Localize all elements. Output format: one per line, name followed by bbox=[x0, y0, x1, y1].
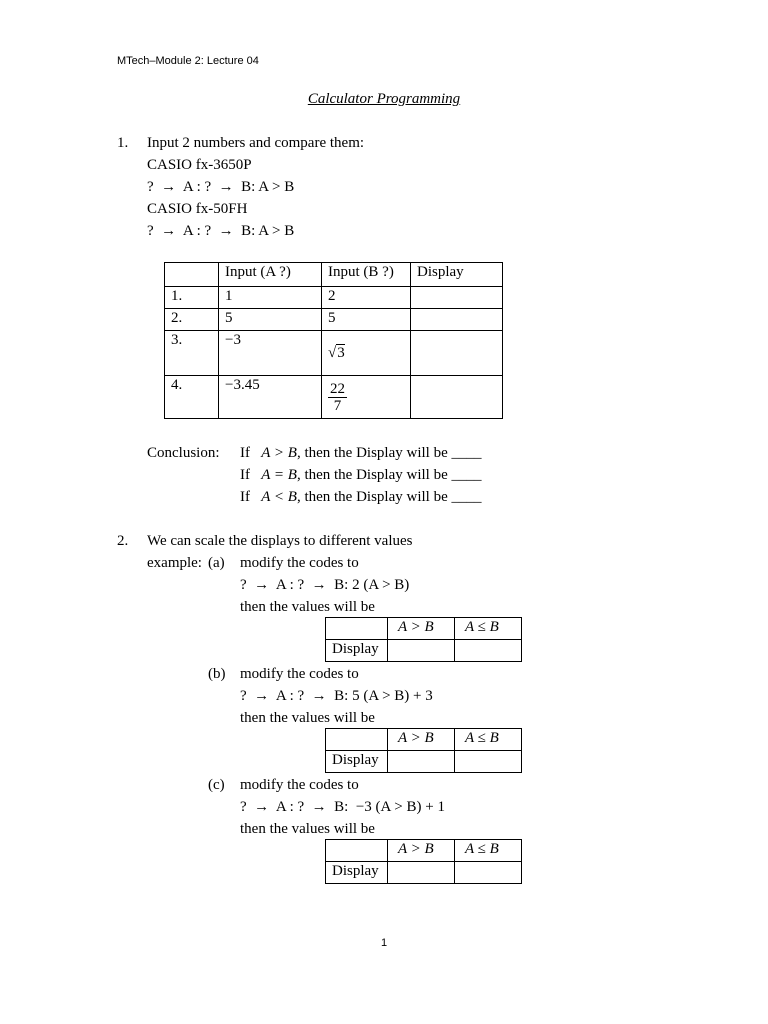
fraction-expression bbox=[328, 381, 347, 414]
conclusion-if: If bbox=[240, 445, 250, 461]
question-2-number: 2. bbox=[117, 533, 129, 549]
table-row bbox=[165, 309, 503, 331]
program-code-2: ? → A : ? → B: A > B bbox=[147, 223, 295, 239]
display-cell bbox=[411, 376, 503, 419]
fraction-denominator: 7 bbox=[333, 397, 342, 414]
table-header-cell: Display bbox=[411, 263, 503, 287]
input-a-cell: 1 bbox=[219, 287, 322, 309]
display-value-cell bbox=[388, 640, 455, 662]
part-label: (b) bbox=[208, 666, 226, 682]
square-root-expression: √3 bbox=[328, 345, 345, 361]
calculator-model-2: CASIO fx-50FH bbox=[147, 201, 248, 217]
conclusion-if: If bbox=[240, 489, 250, 505]
display-values-table bbox=[325, 839, 522, 884]
part-code: ? → A : ? → B: 5 (A > B) + 3 bbox=[240, 688, 433, 704]
conclusion-line bbox=[240, 488, 482, 506]
part-label: (a) bbox=[208, 555, 225, 571]
conclusion-condition: A > B bbox=[261, 445, 297, 461]
table-header-cell: Input (B ?) bbox=[322, 263, 411, 287]
display-values-table bbox=[325, 617, 522, 662]
part-modify-text: modify the codes to bbox=[240, 666, 359, 682]
input-comparison-table bbox=[164, 262, 503, 419]
radicand: 3 bbox=[337, 345, 345, 361]
table-row bbox=[165, 331, 503, 376]
header-a-greater-b: A > B bbox=[388, 840, 455, 862]
part-code: ? → A : ? → B: −3 (A > B) + 1 bbox=[240, 799, 445, 815]
display-value-cell bbox=[455, 862, 522, 884]
table-header-row bbox=[326, 729, 522, 751]
input-a-cell: −3 bbox=[219, 331, 322, 376]
page-title: Calculator Programming bbox=[307, 91, 461, 107]
input-b-cell: 2 bbox=[322, 287, 411, 309]
display-value-cell bbox=[455, 751, 522, 773]
row-number: 1. bbox=[165, 287, 219, 309]
display-cell bbox=[411, 287, 503, 309]
conclusion-condition: A < B bbox=[261, 489, 297, 505]
conclusion-label: Conclusion: bbox=[147, 445, 220, 461]
lecture-header: MTech–Module 2: Lecture 04 bbox=[117, 55, 259, 67]
input-a-cell: −3.45 bbox=[219, 376, 322, 419]
display-value-cell bbox=[388, 751, 455, 773]
input-a-cell: 5 bbox=[219, 309, 322, 331]
part-modify-text: modify the codes to bbox=[240, 555, 359, 571]
display-row-label: Display bbox=[326, 640, 388, 662]
conclusion-condition: A = B bbox=[261, 467, 297, 483]
part-code: ? → A : ? → B: 2 (A > B) bbox=[240, 577, 410, 593]
input-b-cell bbox=[322, 376, 411, 419]
display-row-label: Display bbox=[326, 862, 388, 884]
row-number: 2. bbox=[165, 309, 219, 331]
question-1-intro: Input 2 numbers and compare them: bbox=[147, 135, 365, 151]
example-label: example: bbox=[147, 555, 202, 571]
empty-cell bbox=[326, 618, 388, 640]
empty-cell bbox=[326, 840, 388, 862]
header-a-greater-b: A > B bbox=[388, 618, 455, 640]
table-row bbox=[165, 376, 503, 419]
conclusion-text: , then the Display will be ____ bbox=[296, 445, 482, 461]
header-a-leq-b: A ≤ B bbox=[455, 840, 522, 862]
part-then-text: then the values will be bbox=[240, 821, 375, 837]
input-b-cell: 5 bbox=[322, 309, 411, 331]
program-code-1: ? → A : ? → B: A > B bbox=[147, 179, 295, 195]
table-row bbox=[326, 640, 522, 662]
display-value-cell bbox=[388, 862, 455, 884]
table-header-cell bbox=[165, 263, 219, 287]
input-b-cell bbox=[322, 331, 411, 376]
fraction-numerator: 22 bbox=[330, 380, 345, 397]
page-number: 1 bbox=[380, 937, 388, 949]
conclusion-line bbox=[240, 466, 482, 484]
table-header-cell: Input (A ?) bbox=[219, 263, 322, 287]
table-row bbox=[326, 751, 522, 773]
conclusion-text: , then the Display will be ____ bbox=[296, 467, 482, 483]
conclusion-text: , then the Display will be ____ bbox=[296, 489, 482, 505]
table-row bbox=[165, 287, 503, 309]
display-cell bbox=[411, 309, 503, 331]
table-row bbox=[326, 862, 522, 884]
table-header-row bbox=[165, 263, 503, 287]
part-modify-text: modify the codes to bbox=[240, 777, 359, 793]
empty-cell bbox=[326, 729, 388, 751]
display-row-label: Display bbox=[326, 751, 388, 773]
row-number: 3. bbox=[165, 331, 219, 376]
header-a-greater-b: A > B bbox=[388, 729, 455, 751]
question-1-number: 1. bbox=[117, 135, 129, 151]
row-number: 4. bbox=[165, 376, 219, 419]
header-a-leq-b: A ≤ B bbox=[455, 618, 522, 640]
header-a-leq-b: A ≤ B bbox=[455, 729, 522, 751]
calculator-model-1: CASIO fx-3650P bbox=[147, 157, 252, 173]
conclusion-line bbox=[240, 444, 482, 462]
display-value-cell bbox=[455, 640, 522, 662]
display-values-table bbox=[325, 728, 522, 773]
table-header-row bbox=[326, 840, 522, 862]
part-label: (c) bbox=[208, 777, 225, 793]
part-then-text: then the values will be bbox=[240, 710, 375, 726]
table-header-row bbox=[326, 618, 522, 640]
part-then-text: then the values will be bbox=[240, 599, 375, 615]
display-cell bbox=[411, 331, 503, 376]
conclusion-if: If bbox=[240, 467, 250, 483]
question-2-intro: We can scale the displays to different values bbox=[147, 533, 413, 549]
